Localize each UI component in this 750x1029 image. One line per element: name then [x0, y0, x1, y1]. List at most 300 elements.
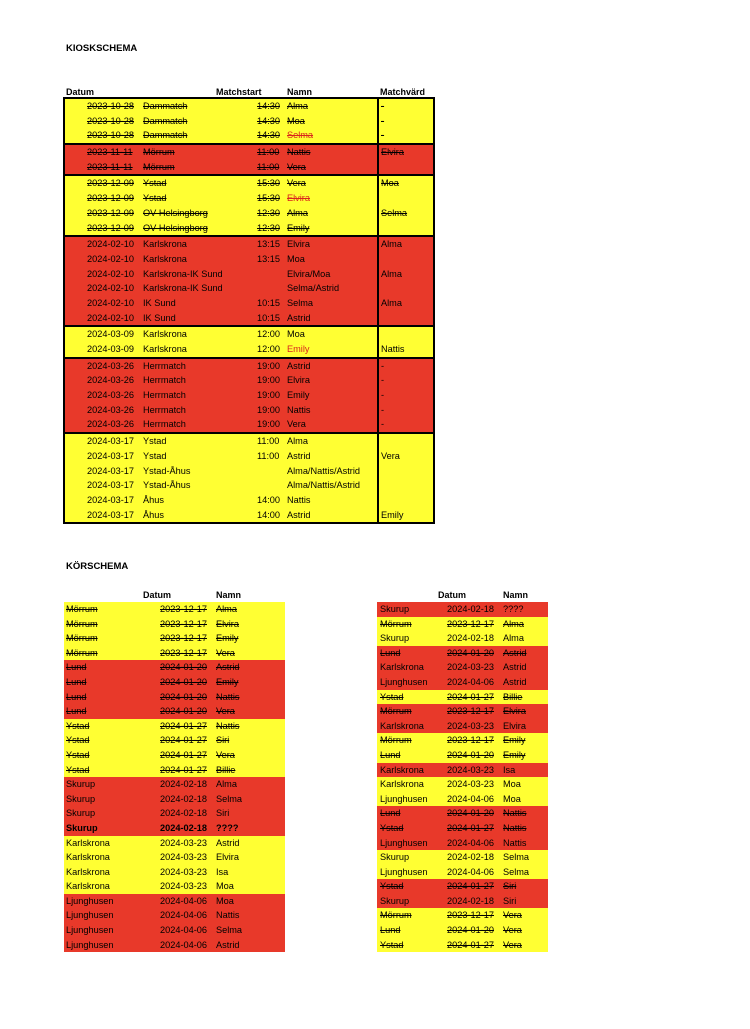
kiosk-title: KIOSKSCHEMA	[66, 43, 138, 54]
kiosk-start-time: 19:00	[257, 419, 280, 430]
kiosk-start-time: 12:30	[257, 222, 280, 233]
column-divider	[377, 434, 379, 522]
kor-row	[64, 748, 285, 763]
kor-place: Karlskrona	[380, 764, 424, 775]
kor-date: 2023-12-17	[447, 618, 494, 629]
kor-date: 2023-12-17	[447, 706, 494, 717]
kor-date: 2023-12-17	[447, 735, 494, 746]
kor-row	[64, 617, 285, 632]
kiosk-name: Vera	[287, 419, 306, 430]
kor-place: Mörrum	[380, 618, 412, 629]
kor-name: Siri	[216, 808, 230, 819]
kor-place: Mörrum	[66, 618, 98, 629]
kor-row	[377, 704, 548, 719]
kiosk-match: Karlskrona	[143, 344, 187, 354]
kiosk-name: Elvira	[287, 239, 310, 250]
kor-place: Ljunghusen	[380, 793, 428, 804]
kor-place: Ljunghusen	[380, 866, 428, 877]
kiosk-start-time: 19:00	[257, 404, 280, 415]
kor-place: Skurup	[380, 895, 410, 906]
kor-name: Selma	[216, 925, 243, 936]
kor-row	[377, 908, 548, 923]
kiosk-start-time: 11:00	[257, 161, 280, 172]
kiosk-name: Selma	[287, 297, 314, 308]
kiosk-name: Astrid	[287, 360, 311, 371]
kor-name: Isa	[216, 866, 229, 877]
kor-row	[377, 792, 548, 807]
kiosk-host: Moa	[381, 178, 399, 189]
kiosk-start-time: 19:00	[257, 375, 280, 386]
column-divider	[377, 99, 379, 143]
kor-place: Ljunghusen	[66, 925, 114, 936]
kor-row	[64, 631, 285, 646]
kor-name: Emily	[503, 749, 526, 760]
kiosk-group-body	[65, 176, 433, 235]
kiosk-group	[63, 432, 435, 524]
kor-date: 2024-03-23	[447, 720, 494, 731]
kor-place: Ljunghusen	[380, 837, 428, 848]
kor-place: Lund	[380, 808, 401, 819]
kor-place: Ljunghusen	[380, 676, 428, 687]
kor-date: 2024-02-18	[160, 808, 207, 819]
kor-date: 2024-01-27	[447, 881, 494, 892]
kor-date: 2024-04-06	[447, 793, 494, 804]
kiosk-group-body	[65, 237, 433, 325]
kiosk-start-time: 12:00	[257, 329, 280, 340]
kor-right-header-name: Namn	[503, 590, 529, 600]
kiosk-name: Selma/Astrid	[287, 283, 340, 294]
kor-row	[64, 938, 285, 953]
kiosk-date: 2024-03-26	[87, 375, 134, 386]
kor-place: Ystad	[66, 735, 90, 746]
kiosk-name: Elvira	[287, 375, 310, 386]
kor-place: Ystad	[380, 939, 404, 950]
kor-row	[377, 748, 548, 763]
kiosk-host: Alma	[381, 239, 402, 250]
kiosk-table	[63, 99, 435, 524]
kiosk-host: -	[381, 375, 385, 386]
kor-name: Astrid	[503, 647, 527, 658]
kiosk-group-body	[65, 434, 433, 522]
kiosk-start-time: 11:00	[257, 436, 280, 447]
kiosk-date: 2023-12-09	[87, 207, 134, 218]
kor-row	[64, 879, 285, 894]
kiosk-start-time: 10:15	[257, 312, 280, 323]
kiosk-host: -	[381, 390, 385, 401]
kiosk-name: Moa	[287, 115, 305, 126]
kiosk-match: Ystad	[143, 178, 167, 189]
kiosk-match: Dammatch	[143, 130, 188, 141]
kor-row	[377, 894, 548, 909]
kor-date: 2024-04-06	[447, 676, 494, 687]
kor-date: 2024-04-06	[447, 866, 494, 877]
kor-name: Vera	[503, 910, 522, 921]
kor-row	[64, 865, 285, 880]
kiosk-host: -	[381, 360, 385, 371]
kor-date: 2024-02-18	[447, 604, 494, 614]
kor-name: Vera	[503, 925, 522, 936]
kiosk-match: OV Helsingborg	[143, 222, 208, 233]
kor-date: 2023-12-17	[160, 604, 207, 614]
kiosk-match: Mörrum	[143, 161, 175, 172]
kiosk-start-time: 15:30	[257, 178, 280, 189]
kor-name: Astrid	[503, 662, 527, 673]
kor-row	[377, 806, 548, 821]
kiosk-name: Elvira	[287, 193, 310, 204]
kiosk-host: -	[381, 115, 385, 126]
kor-row	[64, 763, 285, 778]
kiosk-name: Alma	[287, 436, 308, 447]
kiosk-date: 2024-02-10	[87, 239, 134, 250]
kiosk-date: 2023-12-09	[87, 178, 134, 189]
kiosk-name: Alma/Nattis/Astrid	[287, 465, 361, 476]
kor-date: 2024-03-23	[160, 852, 207, 863]
kor-row	[377, 631, 548, 646]
kor-name: Vera	[216, 706, 235, 717]
kiosk-start-time: 13:15	[257, 239, 280, 250]
kiosk-group	[63, 235, 435, 327]
kiosk-date: 2024-03-17	[87, 494, 134, 505]
kor-place: Karlskrona	[66, 852, 110, 863]
kiosk-name: Moa	[287, 253, 305, 264]
kor-name: Alma	[216, 779, 237, 790]
kiosk-match: Karlskrona	[143, 239, 187, 250]
kiosk-group	[63, 357, 435, 434]
kiosk-group	[63, 325, 435, 358]
kiosk-date: 2024-02-10	[87, 312, 134, 323]
kor-name: Moa	[503, 779, 521, 790]
kiosk-name: Emily	[287, 390, 310, 401]
kor-place: Skurup	[380, 604, 410, 614]
kor-date: 2024-01-27	[447, 822, 494, 833]
kiosk-start-time: 13:15	[257, 253, 280, 264]
kor-name: Elvira	[503, 706, 526, 717]
kiosk-date: 2024-03-17	[87, 450, 134, 461]
kiosk-match: Herrmatch	[143, 419, 186, 430]
kiosk-host: -	[381, 404, 385, 415]
kor-left-table	[64, 602, 285, 952]
kor-name: Nattis	[216, 720, 240, 731]
kor-name: Elvira	[503, 720, 526, 731]
kiosk-date: 2024-03-09	[87, 329, 134, 340]
kiosk-match: Ystad	[143, 436, 167, 447]
kiosk-date: 2024-02-10	[87, 253, 134, 264]
kiosk-date: 2023-11-11	[87, 147, 133, 158]
kor-date: 2024-01-20	[447, 808, 494, 819]
kor-row	[377, 660, 548, 675]
kor-row	[377, 850, 548, 865]
kiosk-name: Alma/Nattis/Astrid	[287, 480, 361, 491]
kor-place: Karlskrona	[380, 779, 424, 790]
kiosk-date: 2024-03-26	[87, 419, 134, 430]
kiosk-start-time: 19:00	[257, 390, 280, 401]
kiosk-match: Karlskrona-IK Sund	[143, 283, 223, 294]
kor-date: 2024-01-20	[160, 706, 207, 717]
kor-place: Karlskrona	[66, 881, 110, 892]
kiosk-start-time: 12:30	[257, 207, 280, 218]
kiosk-start-time: 12:00	[257, 344, 280, 354]
kiosk-host: -	[381, 130, 385, 141]
kor-row	[377, 719, 548, 734]
kor-row	[377, 865, 548, 880]
kor-date: 2024-01-27	[160, 720, 207, 731]
kiosk-match: Åhus	[143, 494, 164, 505]
kor-date: 2024-03-23	[447, 662, 494, 673]
kiosk-start-time: 19:00	[257, 360, 280, 371]
kor-row	[64, 806, 285, 821]
kiosk-group	[63, 97, 435, 145]
kiosk-host: -	[381, 419, 385, 430]
kiosk-name: Emily	[287, 222, 310, 233]
kiosk-host: Alma	[381, 268, 402, 279]
kor-place: Ystad	[66, 764, 90, 775]
kor-row	[64, 777, 285, 792]
kor-name: Nattis	[216, 691, 240, 702]
column-divider	[377, 327, 379, 356]
kiosk-date: 2024-02-10	[87, 297, 134, 308]
kor-name: Emily	[216, 633, 239, 644]
kor-date: 2023-12-17	[160, 618, 207, 629]
kiosk-start-time: 10:15	[257, 297, 280, 308]
kiosk-match: Herrmatch	[143, 375, 186, 386]
kiosk-group-body	[65, 99, 433, 143]
kor-row	[64, 733, 285, 748]
kor-right-table	[377, 602, 548, 952]
kor-date: 2024-01-27	[160, 749, 207, 760]
kor-date: 2024-01-27	[160, 735, 207, 746]
kor-name: Alma	[503, 618, 524, 629]
kor-name: Selma	[216, 793, 243, 804]
kiosk-match: Mörrum	[143, 147, 175, 158]
kor-name: Nattis	[503, 837, 527, 848]
kor-date: 2024-01-20	[160, 691, 207, 702]
kor-row	[377, 690, 548, 705]
kor-name: Vera	[503, 939, 522, 950]
kor-date: 2023-12-17	[160, 633, 207, 644]
kor-place: Skurup	[380, 633, 410, 644]
kiosk-date: 2024-02-10	[87, 283, 134, 294]
kor-name: Astrid	[216, 837, 240, 848]
kor-place: Karlskrona	[66, 866, 110, 877]
kiosk-group-body	[65, 327, 433, 356]
kor-date: 2024-01-20	[447, 749, 494, 760]
kiosk-match: IK Sund	[143, 297, 176, 308]
kiosk-host: Alma	[381, 297, 402, 308]
kor-date: 2024-01-27	[447, 939, 494, 950]
kor-date: 2024-02-18	[447, 852, 494, 863]
kor-name: Astrid	[216, 939, 240, 950]
kiosk-date: 2023-12-09	[87, 193, 134, 204]
kor-place: Ystad	[66, 720, 90, 731]
kiosk-start-time: 15:30	[257, 193, 280, 204]
kor-row	[64, 850, 285, 865]
kiosk-header-name: Namn	[287, 87, 313, 97]
column-divider	[377, 237, 379, 325]
kor-place: Mörrum	[380, 910, 412, 921]
kor-left-header-name: Namn	[216, 590, 242, 600]
kiosk-date: 2024-03-17	[87, 509, 134, 520]
kor-row	[377, 763, 548, 778]
kor-name: Emily	[216, 676, 239, 687]
kor-place: Ystad	[380, 881, 404, 892]
kor-place: Mörrum	[66, 647, 98, 658]
kiosk-date: 2024-03-17	[87, 465, 134, 476]
kor-date: 2024-03-23	[160, 837, 207, 848]
kor-date: 2024-02-18	[160, 779, 207, 790]
kiosk-match: Dammatch	[143, 115, 188, 126]
kor-name: Moa	[216, 881, 234, 892]
kiosk-name: Emily	[287, 344, 310, 354]
kiosk-match: Ystad-Åhus	[143, 465, 191, 476]
kiosk-header-date: Datum	[66, 87, 95, 97]
kor-place: Karlskrona	[380, 662, 424, 673]
kor-name: Vera	[216, 749, 235, 760]
kor-name: Siri	[503, 895, 517, 906]
kor-name: Siri	[503, 881, 517, 892]
kiosk-host: Emily	[381, 509, 404, 520]
kiosk-start-time: 14:00	[257, 509, 280, 520]
kor-date: 2024-01-20	[160, 662, 207, 673]
kor-place: Lund	[380, 647, 401, 658]
kiosk-match: Ystad	[143, 193, 167, 204]
kor-row	[64, 660, 285, 675]
kor-name: Billie	[216, 764, 236, 775]
kiosk-group-body	[65, 359, 433, 432]
kiosk-date: 2023-10-28	[87, 130, 134, 141]
kor-row	[64, 719, 285, 734]
kiosk-group	[63, 143, 435, 176]
kiosk-match: Dammatch	[143, 101, 188, 111]
kiosk-host: -	[381, 101, 385, 111]
kor-name: Selma	[503, 866, 530, 877]
kor-title: KÖRSCHEMA	[66, 561, 129, 572]
kiosk-name: Astrid	[287, 450, 311, 461]
kor-place: Ljunghusen	[66, 895, 114, 906]
kiosk-host: Elvira	[381, 147, 404, 158]
kor-date: 2024-04-06	[160, 910, 207, 921]
kiosk-match: Ystad	[143, 450, 167, 461]
kor-name: Isa	[503, 764, 516, 775]
kiosk-name: Vera	[287, 178, 306, 189]
kor-place: Lund	[380, 925, 401, 936]
kiosk-date: 2023-11-11	[87, 161, 133, 172]
kiosk-host: Vera	[381, 450, 400, 461]
kor-row	[64, 894, 285, 909]
kor-name: Alma	[216, 604, 237, 614]
kiosk-header-start: Matchstart	[216, 87, 262, 97]
kiosk-match: Herrmatch	[143, 390, 186, 401]
kiosk-name: Vera	[287, 161, 306, 172]
kor-name: Nattis	[503, 822, 527, 833]
kiosk-date: 2024-03-09	[87, 344, 134, 354]
kor-name: Elvira	[216, 852, 239, 863]
column-divider	[377, 176, 379, 235]
kor-name: Siri	[216, 735, 230, 746]
kor-place: Mörrum	[66, 604, 98, 614]
kor-row	[377, 938, 548, 953]
kiosk-start-time: 14:30	[257, 101, 280, 111]
kiosk-start-time: 14:00	[257, 494, 280, 505]
kor-date: 2024-03-23	[447, 764, 494, 775]
kor-place: Skurup	[66, 793, 96, 804]
kor-name: Billie	[503, 691, 523, 702]
kiosk-match: Herrmatch	[143, 404, 186, 415]
kor-row	[377, 879, 548, 894]
kiosk-group-body	[65, 145, 433, 174]
kor-place: Lund	[66, 691, 87, 702]
kor-date: 2023-12-17	[160, 647, 207, 658]
kor-row	[377, 602, 548, 617]
kor-date: 2024-01-20	[447, 647, 494, 658]
kiosk-name: Alma	[287, 101, 308, 111]
kiosk-start-time: 14:30	[257, 115, 280, 126]
kor-date: 2024-01-20	[447, 925, 494, 936]
kiosk-date: 2024-03-26	[87, 404, 134, 415]
kiosk-match: Herrmatch	[143, 360, 186, 371]
kor-name: Astrid	[503, 676, 527, 687]
kor-name: Nattis	[503, 808, 527, 819]
kor-place: Lund	[66, 676, 87, 687]
kor-name: Astrid	[216, 662, 240, 673]
kiosk-host: Selma	[381, 207, 408, 218]
kor-date: 2024-04-06	[447, 837, 494, 848]
kiosk-name: Selma	[287, 130, 314, 141]
kor-row	[377, 923, 548, 938]
kor-name: Moa	[503, 793, 521, 804]
kor-date: 2024-02-18	[160, 822, 207, 833]
kor-place: Mörrum	[66, 633, 98, 644]
kiosk-start-time: 14:30	[257, 130, 280, 141]
kor-date: 2024-04-06	[160, 939, 207, 950]
column-divider	[377, 359, 379, 432]
kor-row	[64, 923, 285, 938]
kor-row	[64, 836, 285, 851]
kiosk-host: Nattis	[381, 344, 405, 354]
kor-date: 2023-12-17	[447, 910, 494, 921]
kor-place: Ljunghusen	[66, 939, 114, 950]
kor-place: Skurup	[66, 822, 98, 833]
kor-place: Lund	[380, 749, 401, 760]
kor-date: 2024-03-23	[447, 779, 494, 790]
kiosk-name: Elvira/Moa	[287, 268, 331, 279]
kiosk-match: Karlskrona	[143, 329, 187, 340]
kor-date: 2024-02-18	[447, 633, 494, 644]
kiosk-date: 2024-03-17	[87, 436, 134, 447]
kor-place: Karlskrona	[380, 720, 424, 731]
kor-name: Nattis	[216, 910, 240, 921]
kor-name: Selma	[503, 852, 530, 863]
kor-row	[64, 908, 285, 923]
kiosk-name: Astrid	[287, 312, 311, 323]
kor-name: Emily	[503, 735, 526, 746]
kor-right-header-date: Datum	[438, 590, 467, 600]
kiosk-group	[63, 174, 435, 237]
kiosk-date: 2024-03-26	[87, 390, 134, 401]
kor-row	[64, 690, 285, 705]
kiosk-name: Nattis	[287, 404, 311, 415]
kiosk-match: Ystad-Åhus	[143, 480, 191, 491]
kor-place: Karlskrona	[66, 837, 110, 848]
kiosk-date: 2023-12-09	[87, 222, 134, 233]
kor-date: 2024-01-27	[447, 691, 494, 702]
kor-place: Mörrum	[380, 735, 412, 746]
kor-place: Lund	[66, 662, 87, 673]
kor-name: ????	[216, 822, 239, 833]
kiosk-match: Karlskrona	[143, 253, 187, 264]
kor-row	[377, 733, 548, 748]
kor-place: Ystad	[380, 691, 404, 702]
kiosk-date: 2024-03-26	[87, 360, 134, 371]
